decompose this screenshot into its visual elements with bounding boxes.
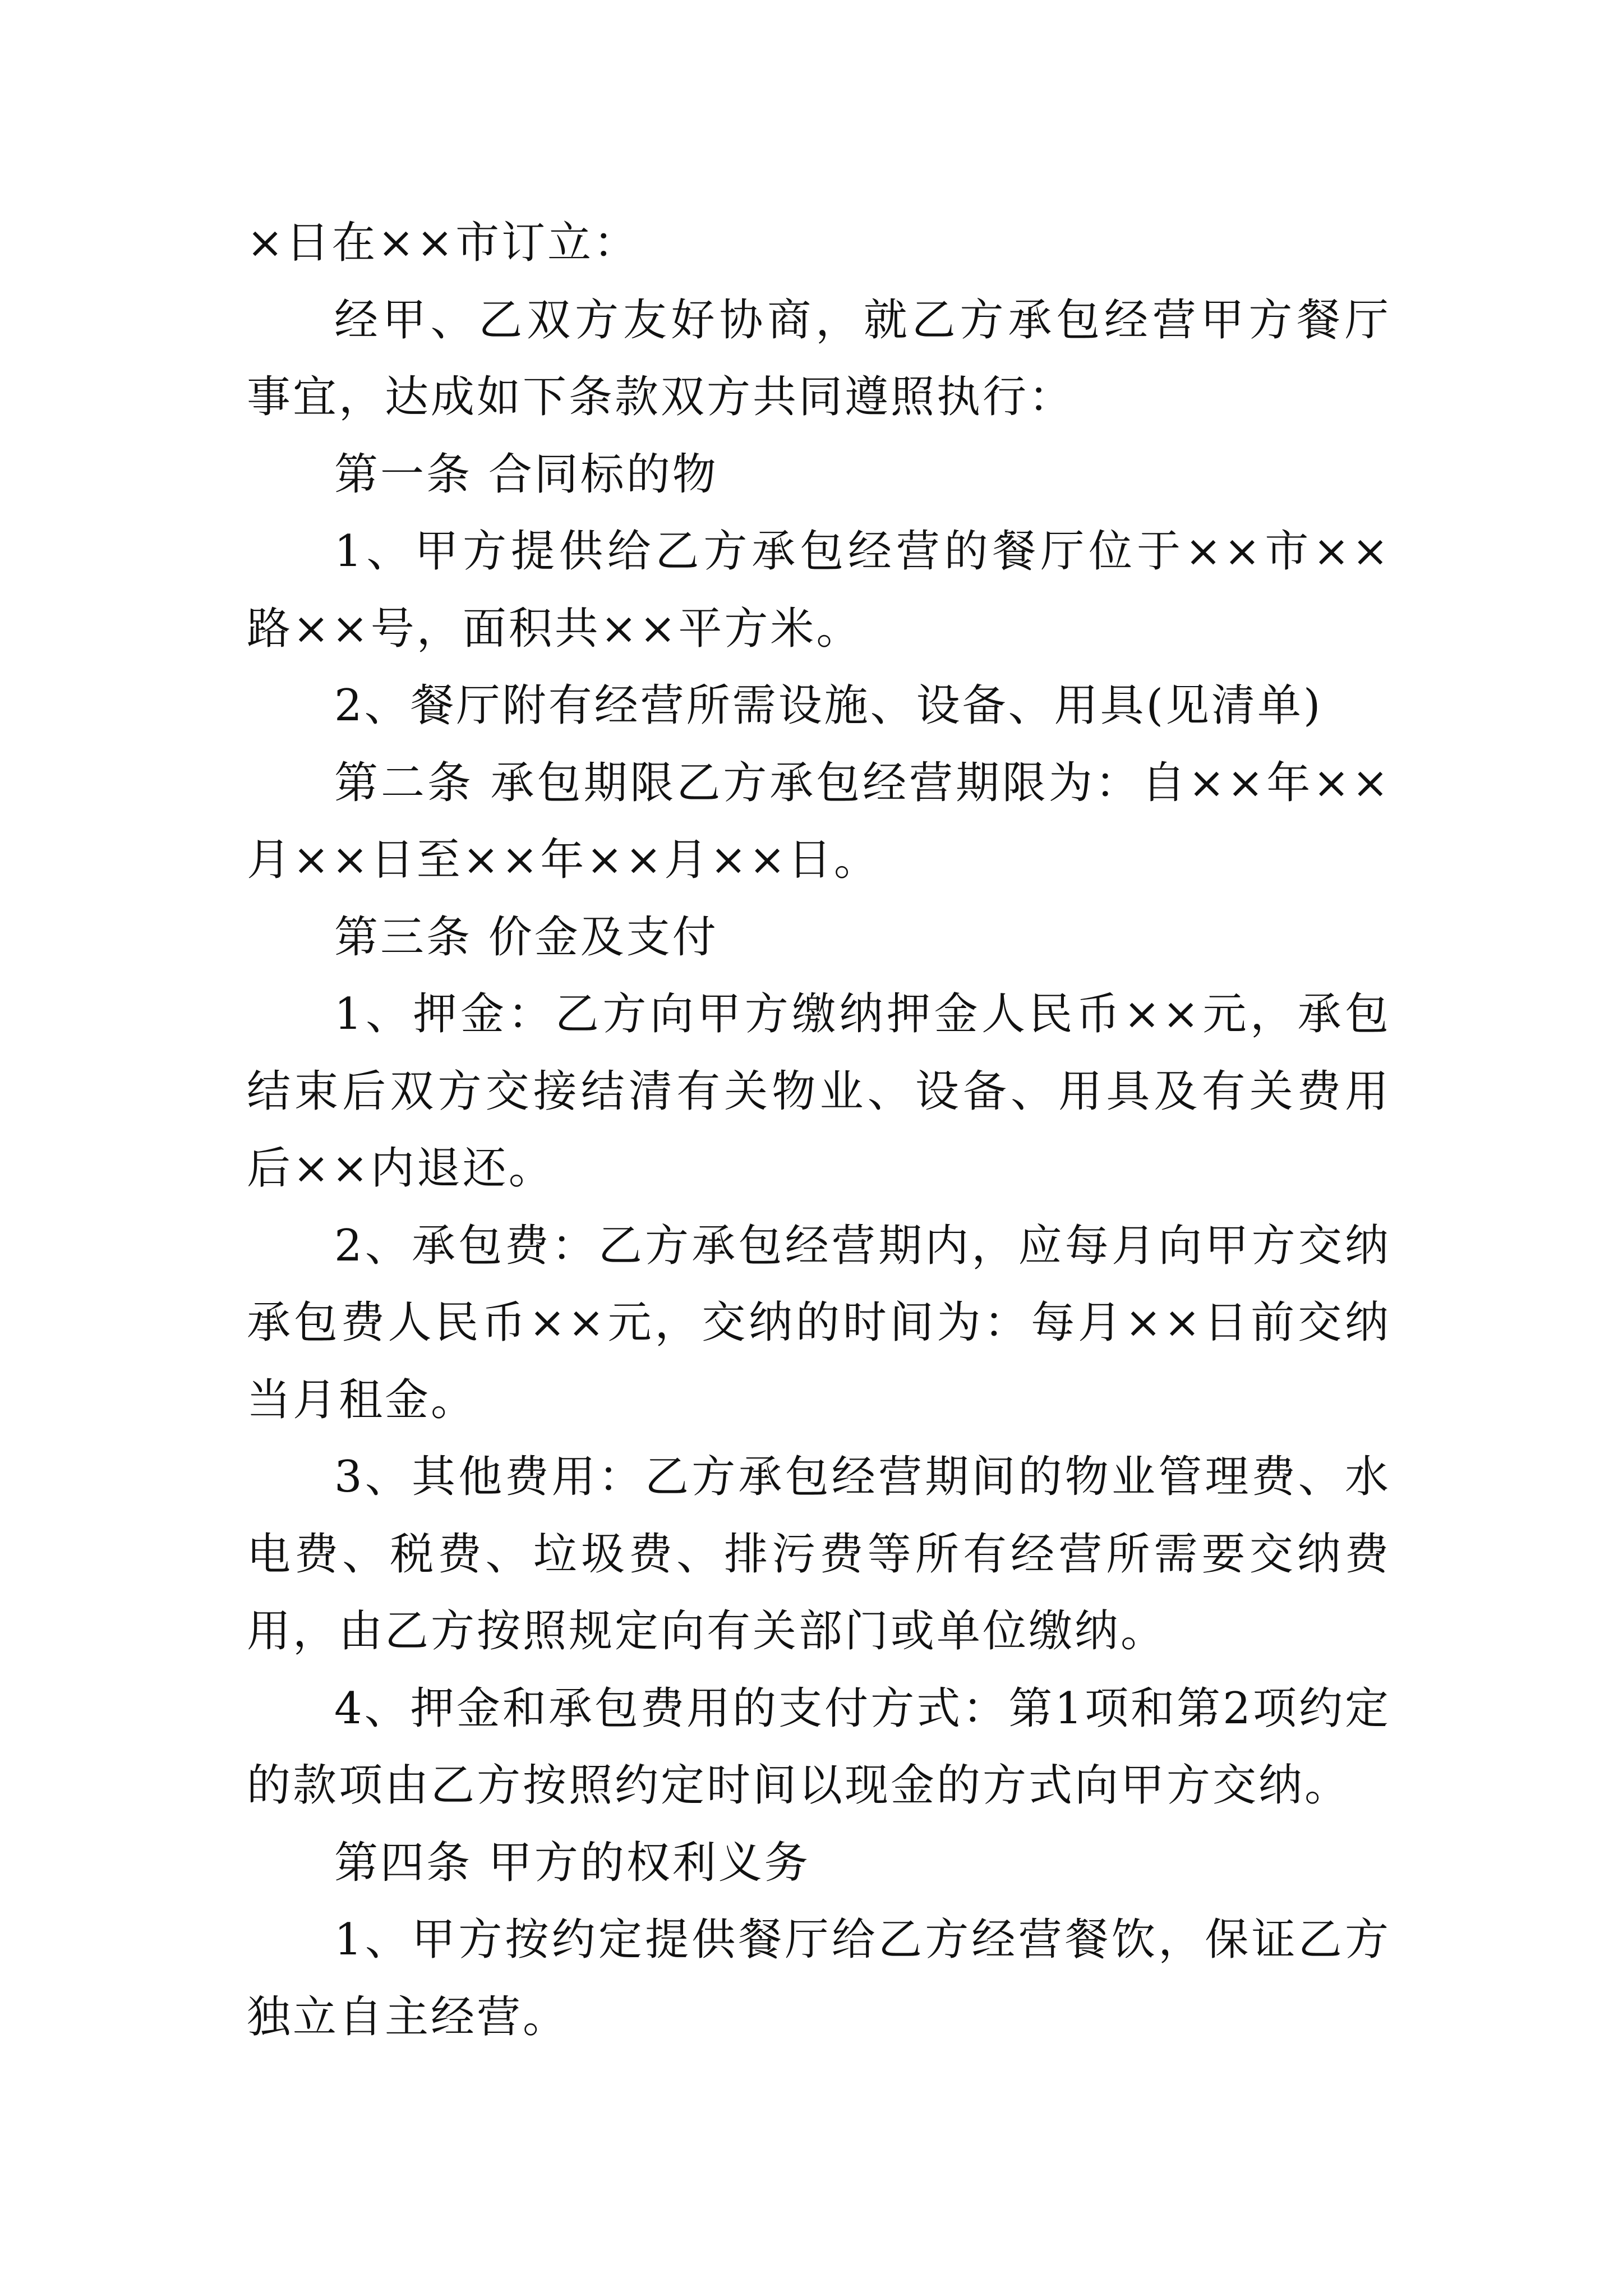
article-4-item-1: 1、甲方按约定提供餐厅给乙方经营餐饮，保证乙方独立自主经营。 <box>247 1915 1391 2042</box>
article-2-term: 第二条 承包期限乙方承包经营期限为：自××年××月××日至××年××月××日。 <box>247 757 1391 885</box>
article-3-item-3-other-fees: 3、其他费用：乙方承包经营期间的物业管理费、水电费、税费、垃圾费、排污费等所有经营所需要交纳费用，由乙方按照规定向有关部门或单位缴纳。 <box>247 1452 1391 1657</box>
article-1-item-1: 1、甲方提供给乙方承包经营的餐厅位于××市××路××号，面积共××平方米。 <box>247 526 1391 654</box>
article-3-heading: 第三条 价金及支付 <box>334 912 718 963</box>
document-body <box>247 205 1391 2056</box>
article-1-item-2: 2、餐厅附有经营所需设施、设备、用具(见清单) <box>334 680 1323 731</box>
article-1-heading: 第一条 合同标的物 <box>334 449 718 500</box>
article-4-heading: 第四条 甲方的权利义务 <box>334 1837 810 1888</box>
article-3-item-1-deposit: 1、押金：乙方向甲方缴纳押金人民币××元，承包结束后双方交接结清有关物业、设备、用具及有关费用后××内退还。 <box>247 989 1391 1194</box>
paragraph-continuation-date-place: ×日在××市订立： <box>247 218 640 268</box>
article-3-item-4-payment-method: 4、押金和承包费用的支付方式：第1项和第2项约定的款项由乙方按照约定时间以现金的方式向甲方交纳。 <box>247 1683 1391 1811</box>
article-3-item-2-contract-fee: 2、承包费：乙方承包经营期内，应每月向甲方交纳承包费人民币××元，交纳的时间为：每月××日前交纳当月租金。 <box>247 1220 1391 1425</box>
paragraph-preamble: 经甲、乙双方友好协商，就乙方承包经营甲方餐厅事宜，达成如下条款双方共同遵照执行： <box>247 295 1391 422</box>
